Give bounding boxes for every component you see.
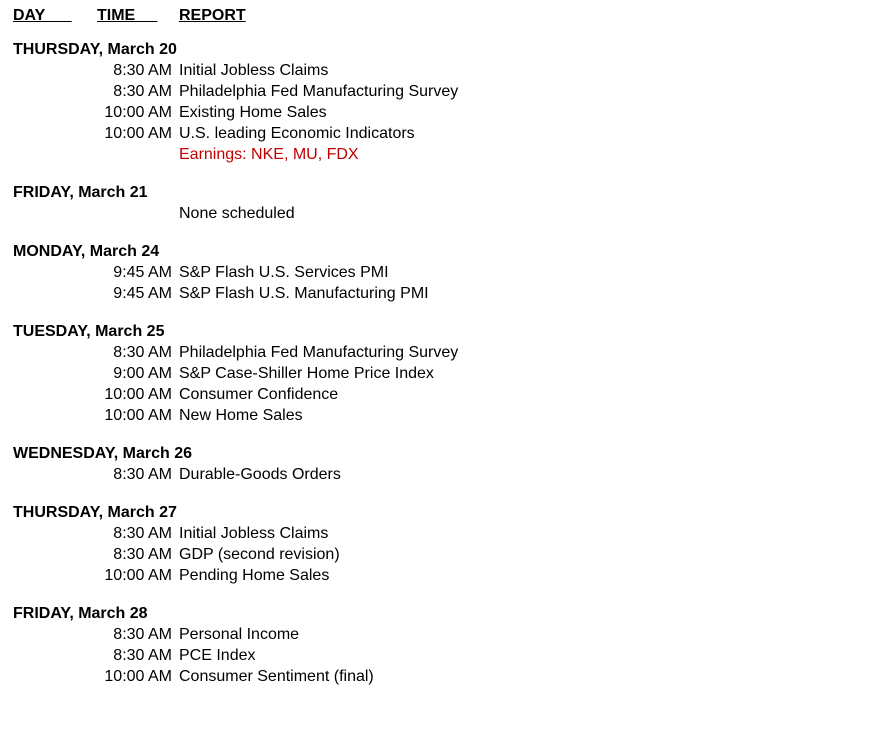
row-report: Philadelphia Fed Manufacturing Survey	[179, 83, 459, 100]
row-report: Existing Home Sales	[179, 104, 327, 121]
schedule-row	[13, 384, 883, 405]
row-report: Initial Jobless Claims	[179, 62, 329, 79]
schedule-row	[13, 624, 883, 645]
row-time: 8:30 AM	[113, 626, 172, 643]
row-report: GDP (second revision)	[179, 546, 340, 563]
schedule-row	[13, 342, 883, 363]
day-block	[13, 603, 883, 687]
day-title: THURSDAY, March 20	[13, 41, 177, 58]
day-block	[13, 39, 883, 165]
row-time: 9:00 AM	[113, 365, 172, 382]
row-report: Personal Income	[179, 626, 300, 643]
row-report: PCE Index	[179, 647, 256, 664]
row-time: 10:00 AM	[104, 104, 172, 121]
day-block	[13, 321, 883, 426]
row-report: Durable-Goods Orders	[179, 466, 341, 483]
schedule-row	[13, 363, 883, 384]
schedule-row	[13, 544, 883, 565]
schedule-row	[13, 81, 883, 102]
row-report: U.S. leading Economic Indicators	[179, 125, 415, 142]
row-time: 8:30 AM	[113, 546, 172, 563]
day-title: FRIDAY, March 21	[13, 184, 148, 201]
day-block	[13, 241, 883, 304]
row-time: 10:00 AM	[104, 567, 172, 584]
row-time: 9:45 AM	[113, 285, 172, 302]
schedule-row	[13, 645, 883, 666]
row-report: S&P Flash U.S. Services PMI	[179, 264, 389, 281]
row-time: 8:30 AM	[113, 466, 172, 483]
row-report: Pending Home Sales	[179, 567, 330, 584]
day-block	[13, 502, 883, 586]
column-header	[13, 4, 883, 28]
schedule-row	[13, 123, 883, 144]
schedule-row	[13, 262, 883, 283]
schedule-row	[13, 283, 883, 304]
day-title: TUESDAY, March 25	[13, 323, 165, 340]
day-title: FRIDAY, March 28	[13, 605, 148, 622]
schedule-row	[13, 405, 883, 426]
row-time: 8:30 AM	[113, 647, 172, 664]
row-report: Consumer Confidence	[179, 386, 339, 403]
schedule-row	[13, 666, 883, 687]
row-report: Consumer Sentiment (final)	[179, 668, 374, 685]
header-time: TIME	[97, 7, 158, 24]
schedule-row	[13, 464, 883, 485]
day-title: MONDAY, March 24	[13, 243, 160, 260]
header-report: REPORT	[179, 7, 246, 24]
row-time: 10:00 AM	[104, 125, 172, 142]
row-time: 8:30 AM	[113, 525, 172, 542]
earnings-note: Earnings: NKE, MU, FDX	[179, 146, 359, 163]
schedule-row	[13, 523, 883, 544]
schedule-row	[13, 144, 883, 165]
row-time: 10:00 AM	[104, 407, 172, 424]
row-report: New Home Sales	[179, 407, 303, 424]
row-report: Philadelphia Fed Manufacturing Survey	[179, 344, 459, 361]
schedule-row	[13, 60, 883, 81]
row-report: None scheduled	[179, 205, 295, 222]
day-block	[13, 182, 883, 224]
row-report: S&P Case-Shiller Home Price Index	[179, 365, 434, 382]
day-block	[13, 443, 883, 485]
schedule-row	[13, 565, 883, 586]
schedule-row	[13, 102, 883, 123]
row-time: 10:00 AM	[104, 386, 172, 403]
header-day: DAY	[13, 7, 72, 24]
row-time: 10:00 AM	[104, 668, 172, 685]
row-report: S&P Flash U.S. Manufacturing PMI	[179, 285, 429, 302]
economic-calendar	[13, 4, 883, 687]
day-list	[13, 39, 883, 687]
row-time: 8:30 AM	[113, 83, 172, 100]
day-title: WEDNESDAY, March 26	[13, 445, 193, 462]
schedule-row	[13, 203, 883, 224]
row-time: 9:45 AM	[113, 264, 172, 281]
row-report: Initial Jobless Claims	[179, 525, 329, 542]
row-time: 8:30 AM	[113, 344, 172, 361]
row-time: 8:30 AM	[113, 62, 172, 79]
day-title: THURSDAY, March 27	[13, 504, 177, 521]
